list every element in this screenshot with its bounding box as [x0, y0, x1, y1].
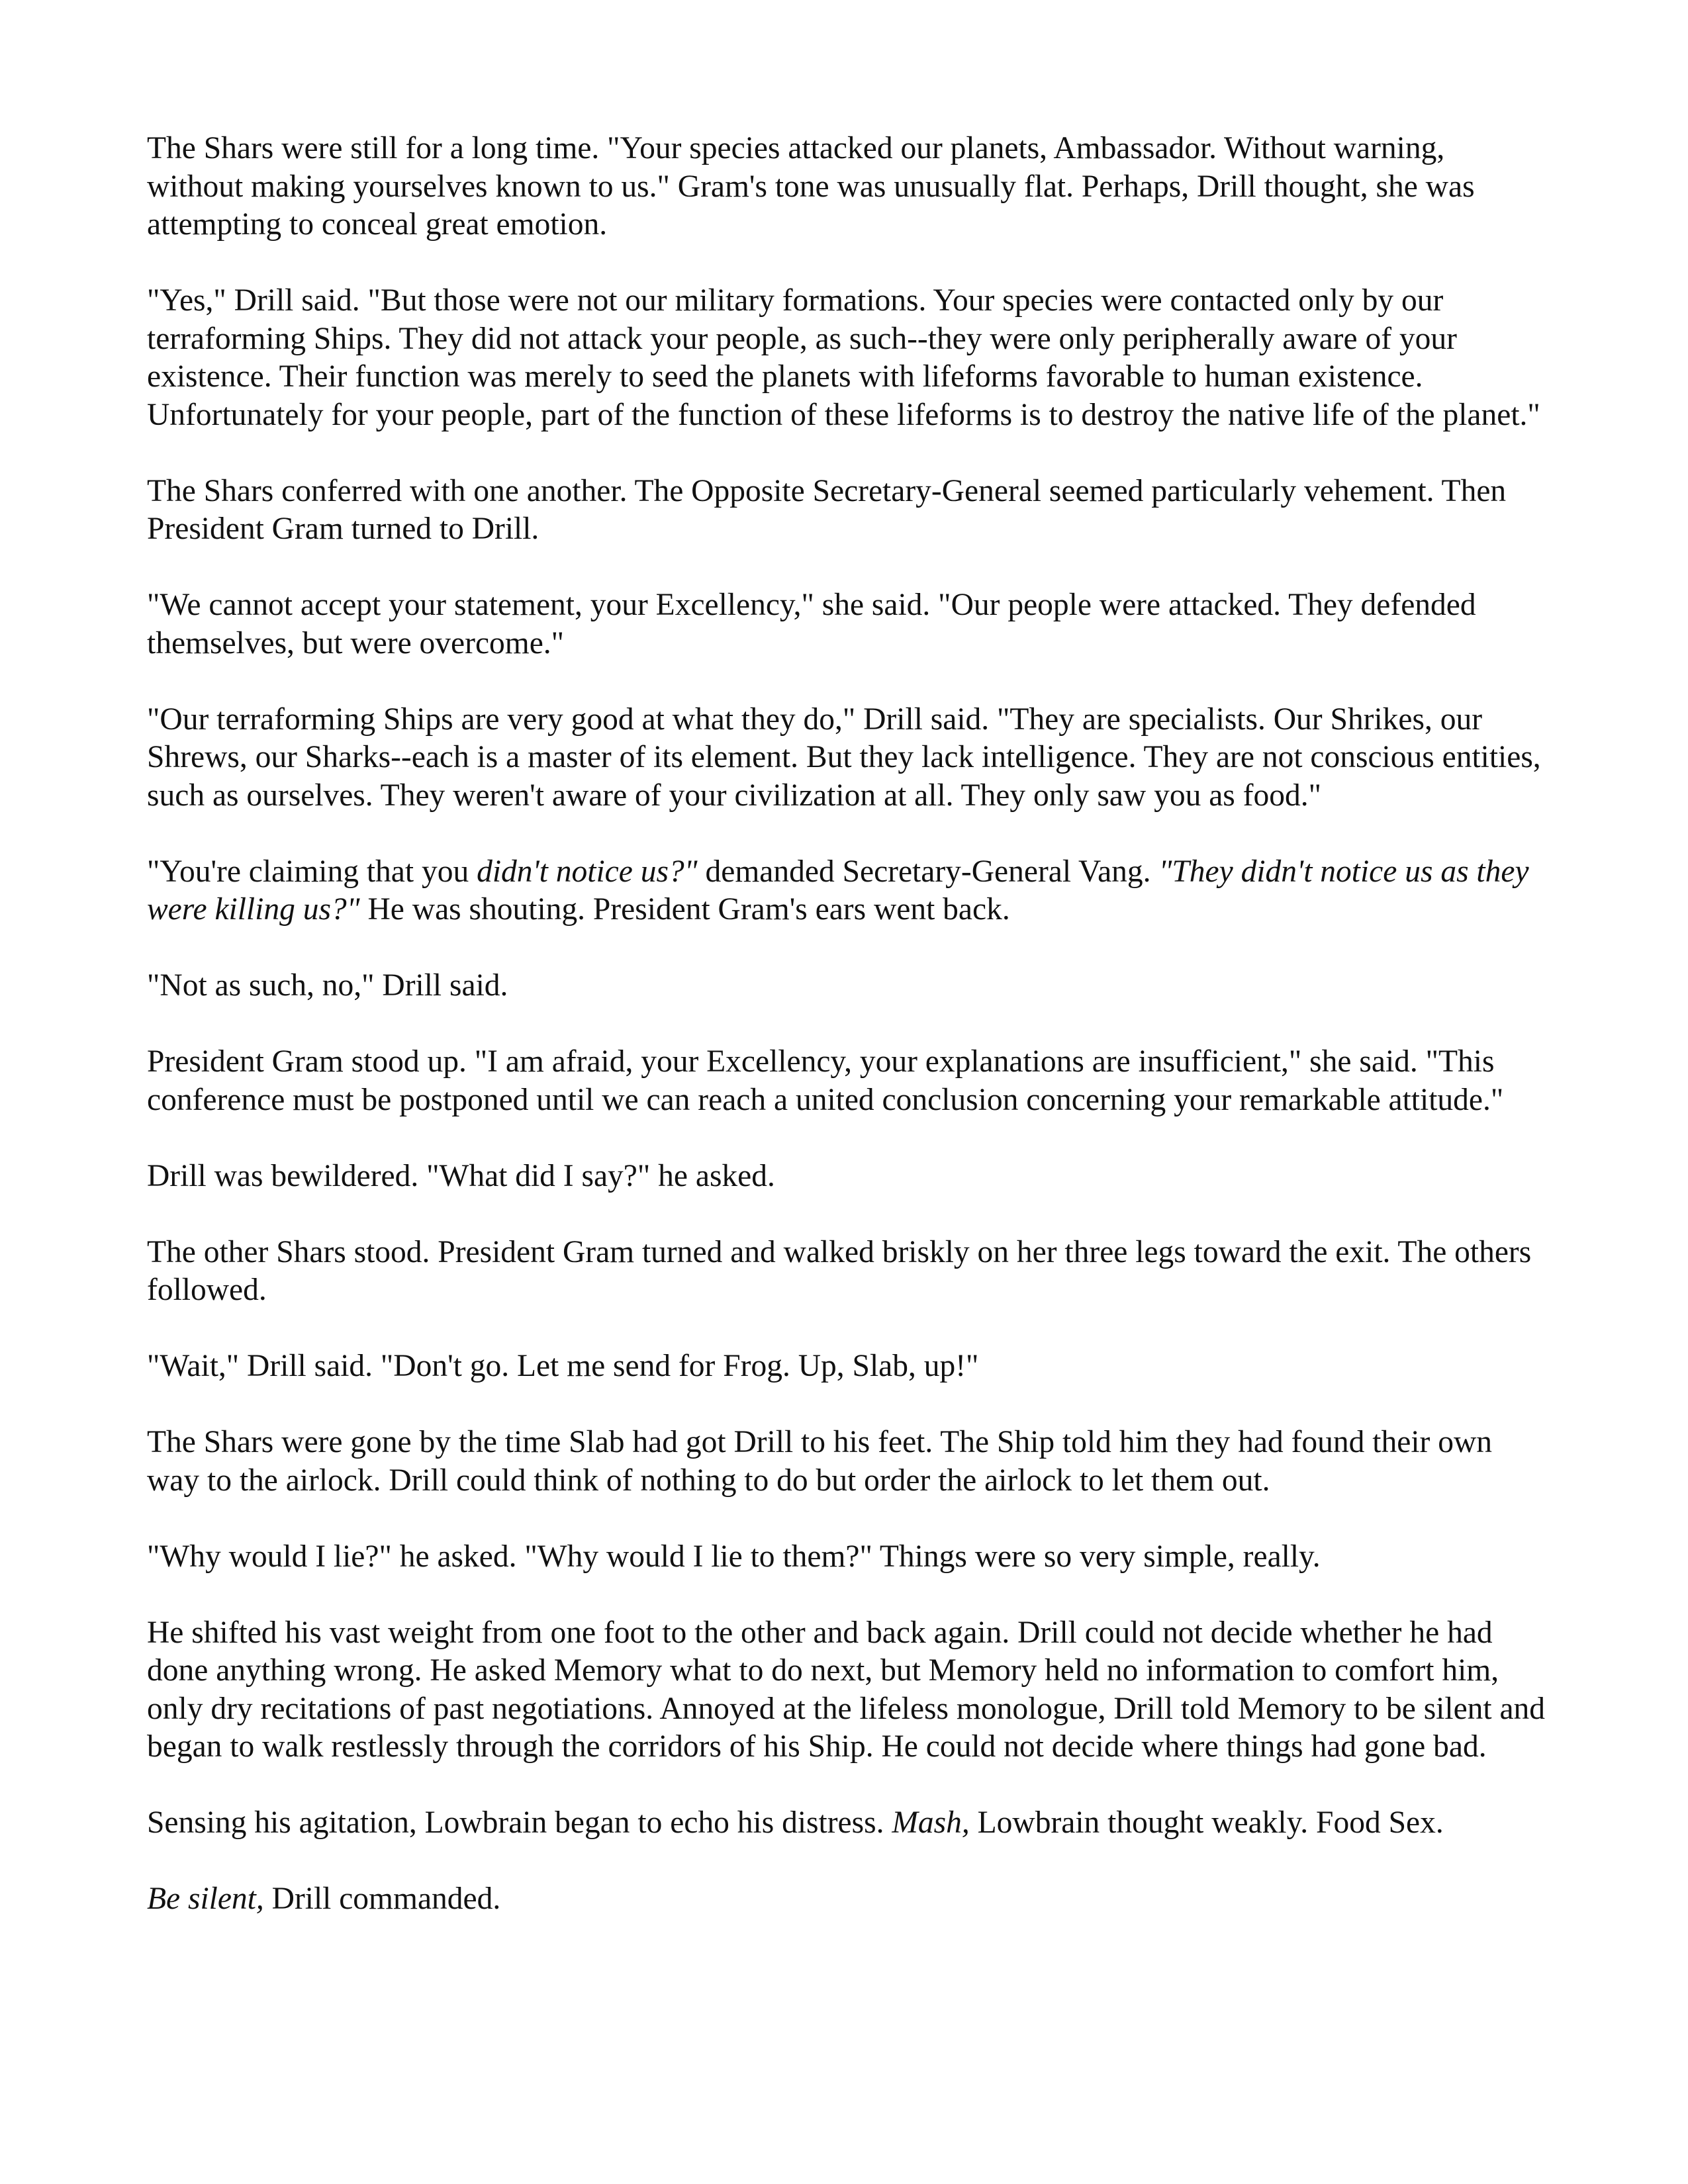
text-run: Drill was bewildered. "What did I say?" he asked. [147, 1158, 775, 1193]
text-run: "Yes," Drill said. "But those were not our military formations. Your species were contacted only by our terraforming Ships. They did not attack your people, as such--they were only peripherally aware of your existence. Their function was merely to seed the planets with lifeforms favorable to human existence. Unfortunately for your people, part of the function of these lifeforms is to destroy the native life of the planet." [147, 283, 1540, 432]
text-run: President Gram stood up. "I am afraid, your Excellency, your explanations are insufficient," she said. "This conference must be postponed until we can reach a united conclusion concerning your remarkable attitude." [147, 1044, 1504, 1117]
italic-text: "They didn't notice us as they were killing us?" [147, 854, 1529, 927]
text-run: demanded Secretary-General Vang. [697, 854, 1159, 889]
text-run: "Why would I lie?" he asked. "Why would I lie to them?" Things were so very simple, really. [147, 1539, 1321, 1574]
paragraph [147, 701, 1548, 815]
text-run: "Our terraforming Ships are very good at what they do," Drill said. "They are specialists. Our Shrikes, our Shrews, our Sharks--each is a master of its element. But they lack intelligence. They are not conscious entities, such as ourselves. They weren't aware of your civilization at all. They only saw you as food." [147, 702, 1541, 813]
paragraph [147, 130, 1548, 244]
text-run: The other Shars stood. President Gram turned and walked briskly on her three legs toward the exit. The others followed. [147, 1234, 1532, 1307]
text-run: "You're claiming that you [147, 854, 477, 889]
paragraph [147, 1614, 1548, 1766]
paragraph [147, 1804, 1548, 1843]
paragraph [147, 586, 1548, 662]
paragraph [147, 1880, 1548, 1919]
paragraph [147, 967, 1548, 1005]
italic-text: Mash, [892, 1805, 970, 1840]
paragraph [147, 1347, 1548, 1386]
text-run: The Shars were still for a long time. "Your species attacked our planets, Ambassador. Without warning, without making yourselves known to us." Gram's tone was unusually flat. Perhaps, Drill thought, she was attempting to conceal great emotion. [147, 131, 1475, 242]
paragraph [147, 282, 1548, 434]
text-run: "Wait," Drill said. "Don't go. Let me send for Frog. Up, Slab, up!" [147, 1349, 979, 1383]
text-run: He shifted his vast weight from one foot to the other and back again. Drill could not decide whether he had done anything wrong. He asked Memory what to do next, but Memory held no information to comfort him, only dry recitations of past negotiations. Annoyed at the lifeless monologue, Drill told Memory to be silent and began to walk restlessly through the corridors of his Ship. He could not decide where things had gone bad. [147, 1615, 1546, 1764]
text-run: "Not as such, no," Drill said. [147, 968, 508, 1003]
paragraph [147, 473, 1548, 549]
paragraph [147, 1043, 1548, 1119]
text-run: Sensing his agitation, Lowbrain began to echo his distress. [147, 1805, 892, 1840]
text-run: He was shouting. President Gram's ears went back. [359, 892, 1010, 927]
text-run: Lowbrain thought weakly. Food Sex. [969, 1805, 1444, 1840]
paragraph [147, 1234, 1548, 1310]
paragraph [147, 853, 1548, 929]
text-run: Drill commanded. [263, 1882, 501, 1916]
italic-text: Be silent, [147, 1882, 264, 1916]
paragraph [147, 1424, 1548, 1500]
italic-text: didn't notice us?" [477, 854, 698, 889]
text-run: The Shars conferred with one another. The Opposite Secretary-General seemed particularly vehement. Then President Gram turned to Drill. [147, 473, 1507, 546]
paragraph [147, 1538, 1548, 1576]
text-run: The Shars were gone by the time Slab had got Drill to his feet. The Ship told him they had found their own way to the airlock. Drill could think of nothing to do but order the airlock to let them out. [147, 1425, 1493, 1498]
text-run: "We cannot accept your statement, your Excellency," she said. "Our people were attacked. They defended themselves, but were overcome." [147, 588, 1476, 660]
paragraph [147, 1158, 1548, 1196]
document-page [147, 130, 1548, 1919]
